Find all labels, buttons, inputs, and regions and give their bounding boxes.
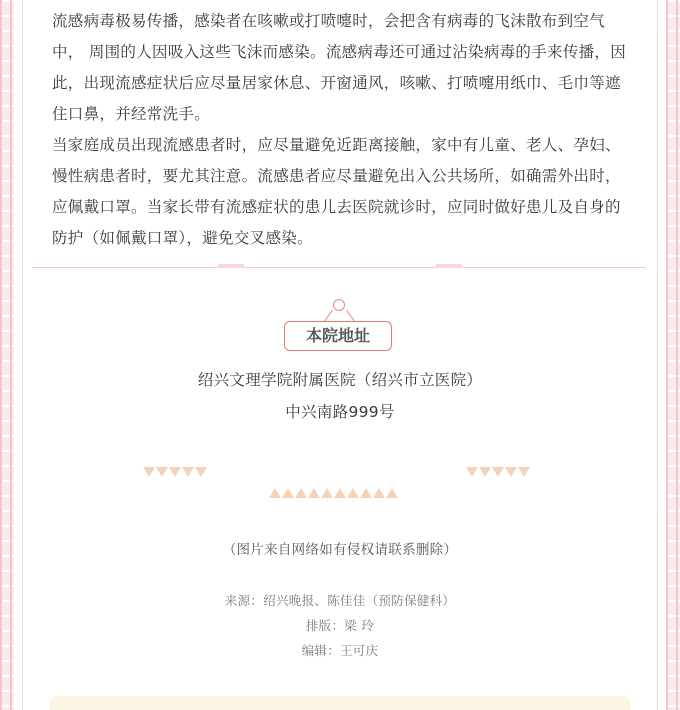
- source-credit: 来源：绍兴晚报、陈佳佳（预防保健科）: [224, 593, 456, 608]
- triangle-decoration-right: [466, 467, 531, 477]
- article-paragraph-1: 流感病毒极易传播，感染者在咳嗽或打喷嚏时，会把含有病毒的飞沫散布到空气中， 周围的人因吸入这些飞沫而感染。流感病毒还可通过沾染病毒的手来传播，因此，出现流感症状后应尽量居家休息、开窗通风，咳嗽、打喷嚏用纸巾、毛巾等遮住口鼻，并经常洗手。: [52, 12, 627, 123]
- badge-hanger-line: [346, 310, 355, 322]
- section-divider: [32, 267, 646, 268]
- triangle-icon: [282, 488, 294, 498]
- badge-hanger-ring-icon: [333, 299, 345, 311]
- article-paragraph-2: 当家庭成员出现流感患者时，应尽量避免近距离接触，家中有儿童、老人、孕妇、慢性病患者时，要尤其注意。流感患者应尽量避免出入公共场所，如确需外出时，应佩戴口罩。当家长带有流感症状的患儿去医院就诊时，应同时做好患儿及自身的防护（如佩戴口罩），避免交叉感染。: [52, 136, 621, 247]
- editor-credit: 编辑：王可庆: [301, 643, 379, 658]
- divider-accent: [218, 264, 244, 268]
- triangle-icon: [347, 488, 359, 498]
- triangle-icon: [308, 488, 320, 498]
- triangle-icon: [360, 488, 372, 498]
- triangle-icon: [321, 488, 333, 498]
- triangle-decoration-left: [143, 467, 208, 477]
- triangle-icon: [182, 467, 194, 477]
- image-copyright-note: （图片来自网络如有侵权请联系删除）: [222, 542, 458, 558]
- triangle-icon: [492, 467, 504, 477]
- triangle-icon: [373, 488, 385, 498]
- triangle-icon: [169, 467, 181, 477]
- triangle-icon: [269, 488, 281, 498]
- layout-credit: 排版：梁 玲: [305, 618, 375, 633]
- triangle-icon: [466, 467, 478, 477]
- bottom-banner-edge: [50, 696, 630, 710]
- article-body: [52, 6, 632, 254]
- triangle-icon: [334, 488, 346, 498]
- triangle-icon: [518, 467, 530, 477]
- divider-accent: [436, 264, 462, 268]
- hospital-street: 中兴南路999号: [285, 403, 395, 421]
- badge-hanger-line: [324, 310, 333, 322]
- triangle-icon: [195, 467, 207, 477]
- triangle-icon: [386, 488, 398, 498]
- triangle-icon: [479, 467, 491, 477]
- hospital-name: 绍兴文理学院附属医院（绍兴市立医院）: [197, 371, 483, 389]
- triangle-icon: [505, 467, 517, 477]
- triangle-decoration-center: [269, 488, 399, 498]
- triangle-icon: [156, 467, 168, 477]
- triangle-icon: [143, 467, 155, 477]
- address-badge: 本院地址: [284, 321, 392, 351]
- triangle-icon: [295, 488, 307, 498]
